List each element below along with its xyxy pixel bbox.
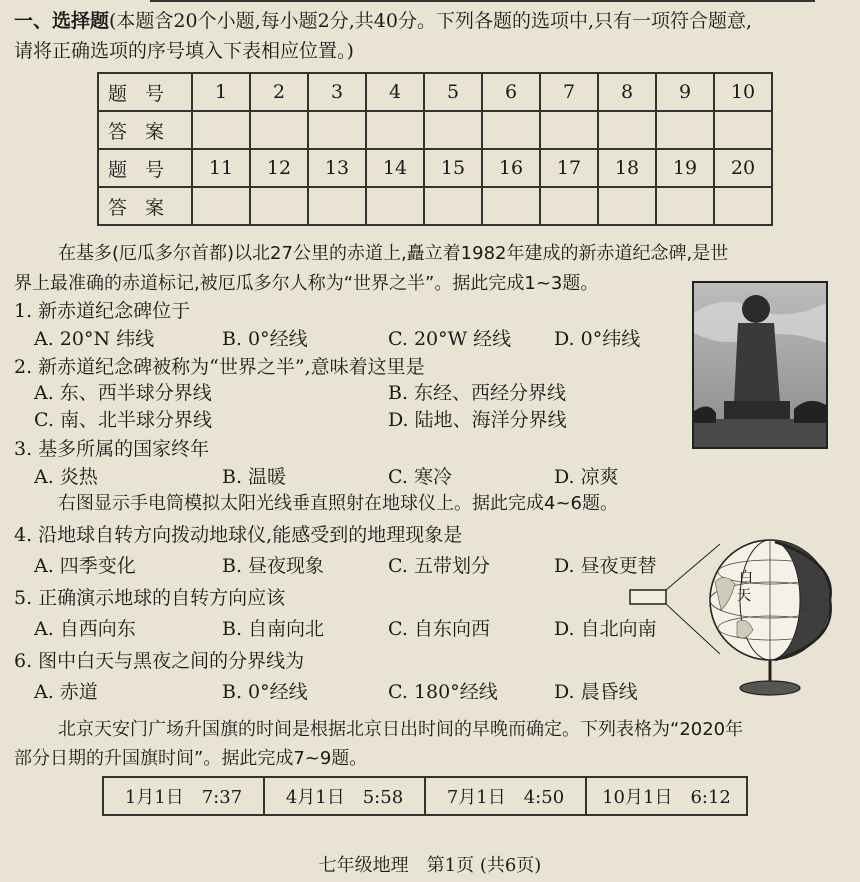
question-number-cell: 13 [308, 149, 366, 187]
passage-2: 右图显示手电筒模拟太阳光线垂直照射在地球仪上。据此完成4~6题。 [58, 493, 618, 514]
globe-label-tian: 天 [737, 588, 751, 604]
q1-stem: 1. 新赤道纪念碑位于 [14, 300, 191, 322]
flashlight-icon [630, 590, 666, 604]
q4-option-b[interactable]: B. 昼夜现象 [222, 555, 325, 577]
question-number-cell: 7 [540, 73, 598, 111]
answer-cell[interactable] [308, 187, 366, 225]
answer-cell[interactable] [714, 111, 772, 149]
answer-cell[interactable] [250, 111, 308, 149]
answer-cell[interactable] [540, 187, 598, 225]
q6-stem: 6. 图中白天与黑夜之间的分界线为 [14, 650, 305, 672]
page-footer: 七年级地理 第1页 (共6页) [318, 855, 542, 876]
q3-option-d[interactable]: D. 凉爽 [554, 466, 619, 488]
q5-option-c[interactable]: C. 自东向西 [388, 618, 490, 640]
answer-cell[interactable] [250, 187, 308, 225]
answer-cell[interactable] [366, 187, 424, 225]
passage-1-line-1: 在基多(厄瓜多尔首都)以北27公里的赤道上,矗立着1982年建成的新赤道纪念碑,是世 [58, 243, 729, 264]
globe-flashlight-graphic [625, 532, 840, 702]
q6-option-c[interactable]: C. 180°经线 [388, 681, 498, 703]
section-instructions-2: 请将正确选项的序号填入下表相应位置。) [14, 40, 354, 62]
answer-cell[interactable] [424, 111, 482, 149]
answer-table [97, 72, 773, 226]
q4-option-a[interactable]: A. 四季变化 [34, 555, 136, 577]
question-number-cell: 18 [598, 149, 656, 187]
question-number-cell: 14 [366, 149, 424, 187]
question-number-cell: 19 [656, 149, 714, 187]
answer-cell[interactable] [482, 111, 540, 149]
question-number-cell: 10 [714, 73, 772, 111]
question-number-label: 题号 [98, 149, 192, 187]
monument-photo-graphic [694, 283, 826, 447]
question-number-cell: 12 [250, 149, 308, 187]
answer-cell[interactable] [192, 111, 250, 149]
q2-option-a[interactable]: A. 东、西半球分界线 [34, 382, 212, 404]
q5-option-b[interactable]: B. 自南向北 [222, 618, 325, 640]
q4-stem: 4. 沿地球自转方向拨动地球仪,能感受到的地理现象是 [14, 524, 463, 546]
answer-cell[interactable] [308, 111, 366, 149]
q2-option-b[interactable]: B. 东经、西经分界线 [388, 382, 567, 404]
q6-option-b[interactable]: B. 0°经线 [222, 681, 308, 703]
q2-stem: 2. 新赤道纪念碑被称为“世界之半”,意味着这里是 [14, 356, 425, 378]
q2-option-d[interactable]: D. 陆地、海洋分界线 [388, 409, 567, 431]
question-number-cell: 5 [424, 73, 482, 111]
answer-label: 答案 [98, 111, 192, 149]
flag-time-cell: 4月1日 5:58 [264, 777, 425, 815]
answer-cell[interactable] [598, 111, 656, 149]
q5-option-d[interactable]: D. 自北向南 [554, 618, 657, 640]
question-number-cell: 11 [192, 149, 250, 187]
question-number-cell: 2 [250, 73, 308, 111]
question-number-cell: 1 [192, 73, 250, 111]
answer-cell[interactable] [598, 187, 656, 225]
globe-flashlight-figure [625, 532, 840, 702]
answer-cell[interactable] [366, 111, 424, 149]
passage-3-line-1: 北京天安门广场升国旗的时间是根据北京日出时间的早晚而确定。下列表格为“2020年 [58, 719, 744, 740]
q5-stem: 5. 正确演示地球的自转方向应该 [14, 587, 286, 609]
section-instructions-1: (本题含20个小题,每小题2分,共40分。下列各题的选项中,只有一项符合题意, [109, 10, 753, 32]
q4-option-c[interactable]: C. 五带划分 [388, 555, 490, 577]
question-number-cell: 16 [482, 149, 540, 187]
question-number-cell: 17 [540, 149, 598, 187]
answer-cell[interactable] [656, 111, 714, 149]
passage-1-line-2: 界上最准确的赤道标记,被厄瓜多尔人称为“世界之半”。据此完成1~3题。 [14, 273, 599, 294]
answer-label: 答案 [98, 187, 192, 225]
answer-table-row-answers-2 [98, 187, 772, 225]
flag-time-cell: 1月1日 7:37 [103, 777, 264, 815]
q3-option-c[interactable]: C. 寒冷 [388, 466, 452, 488]
question-number-label: 题号 [98, 73, 192, 111]
q2-option-c[interactable]: C. 南、北半球分界线 [34, 409, 212, 431]
question-number-cell: 4 [366, 73, 424, 111]
q3-option-b[interactable]: B. 温暖 [222, 466, 287, 488]
flag-time-cell: 7月1日 4:50 [425, 777, 586, 815]
question-number-cell: 6 [482, 73, 540, 111]
monument-photo [692, 281, 828, 449]
q4-option-d[interactable]: D. 昼夜更替 [554, 555, 657, 577]
top-border-line [150, 0, 815, 2]
question-number-cell: 20 [714, 149, 772, 187]
q1-option-c[interactable]: C. 20°W 经线 [388, 328, 512, 350]
answer-cell[interactable] [540, 111, 598, 149]
answer-table-row-answers-1 [98, 111, 772, 149]
q3-option-a[interactable]: A. 炎热 [34, 466, 98, 488]
answer-cell[interactable] [424, 187, 482, 225]
section-heading: 一、选择题 [14, 10, 110, 32]
globe-label-bai: 白 [739, 570, 753, 586]
q3-stem: 3. 基多所属的国家终年 [14, 438, 210, 460]
answer-table-row-nums-2 [98, 149, 772, 187]
q1-option-d[interactable]: D. 0°纬线 [554, 328, 641, 350]
answer-cell[interactable] [714, 187, 772, 225]
flag-time-cell: 10月1日 6:12 [586, 777, 747, 815]
answer-table-row-nums-1 [98, 73, 772, 111]
q6-option-d[interactable]: D. 晨昏线 [554, 681, 638, 703]
question-number-cell: 3 [308, 73, 366, 111]
flag-times-table [102, 776, 748, 816]
q1-option-b[interactable]: B. 0°经线 [222, 328, 308, 350]
question-number-cell: 15 [424, 149, 482, 187]
question-number-cell: 9 [656, 73, 714, 111]
answer-cell[interactable] [192, 187, 250, 225]
question-number-cell: 8 [598, 73, 656, 111]
q5-option-a[interactable]: A. 自西向东 [34, 618, 136, 640]
passage-3-line-2: 部分日期的升国旗时间”。据此完成7~9题。 [14, 748, 368, 769]
answer-cell[interactable] [656, 187, 714, 225]
answer-cell[interactable] [482, 187, 540, 225]
q6-option-a[interactable]: A. 赤道 [34, 681, 98, 703]
section-intro-line-1 [14, 8, 752, 34]
q1-option-a[interactable]: A. 20°N 纬线 [34, 328, 155, 350]
